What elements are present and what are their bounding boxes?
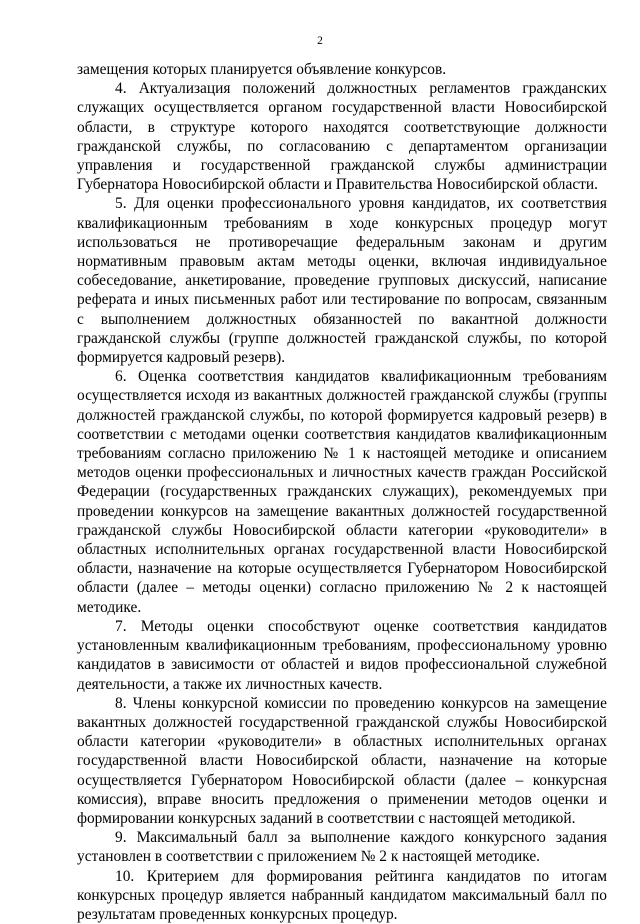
paragraph-9: 9. Максимальный балл за выполнение каждого конкурсного задания установлен в соответствии с приложением № 2 к настоящей методике. — [77, 829, 607, 866]
paragraph-continuation: замещения которых планируется объявление конкурсов. — [77, 61, 447, 78]
paragraph-4: 4. Актуализация положений должностных регламентов гражданских служащих осуществляется органом государственной власти Новосибирской области, в структуре которого находятся соответствующие должности гражданской службы, по согласованию с департаментом организации управления и государственной гражданской службы администрации Губернатора Новосибирской области и Правительства Новосибирской области. — [77, 80, 607, 194]
paragraph-6: 6. Оценка соответствия кандидатов квалификационным требованиям осуществляется исходя из вакантных должностей гражданской службы (группы должностей гражданской службы, по которой формируется кадровый резерв) в соответствии с методами оценки соответствия кандидатов квалификационным требованиям согласно приложению № 1 к настоящей методике и описанием методов оценки профессиональных и личностных качеств граждан Российской Федерации (государственных гражданских служащих), рекомендуемых при проведении конкурсов на замещение вакантных должностей государственной гражданской службы Новосибирской области категории «руководители» в областных исполнительных органах государственной власти Новосибирской области, назначение на которые осуществляется Губернатором Новосибирской области (далее – методы оценки) согласно приложению № 2 к настоящей методике. — [77, 368, 607, 616]
paragraph-8: 8. Члены конкурсной комиссии по проведению конкурсов на замещение вакантных должностей государственной гражданской службы Новосибирской области категории «руководители» в областных исполнительных органах государственной власти Новосибирской области, назначение на которые осуществляется Губернатором Новосибирской области (далее – конкурсная комиссия), вправе вносить предложения о применении методов оценки и формировании конкурсных заданий в соответствии с настоящей методикой. — [77, 694, 607, 827]
page-number: 2 — [317, 35, 323, 47]
paragraph-5: 5. Для оценки профессионального уровня кандидатов, их соответствия квалификационным требованиям в ходе конкурсных процедур могут использоваться не противоречащие федеральным законам и другим нормативным правовым актам методы оценки, включая индивидуальное собеседование, анкетирование, проведение групповых дискуссий, написание реферата и иных письменных работ или тестирование по вопросам, связанным с выполнением должностных обязанностей по вакантной должности гражданской службы (группе должностей гражданской службы, по которой формируется кадровый резерв). — [77, 195, 607, 367]
paragraph-10: 10. Критерием для формирования рейтинга кандидатов по итогам конкурсных процедур является набранный кандидатом максимальный балл по результатам проведенных конкурсных процедур. — [77, 867, 607, 923]
document-body — [77, 60, 607, 924]
paragraph-7: 7. Методы оценки способствуют оценке соответствия кандидатов установленным квалификационным требованиям, профессиональному уровню кандидатов в зависимости от областей и видов профессиональной служебной деятельности, а также их личностных качеств. — [77, 617, 607, 693]
